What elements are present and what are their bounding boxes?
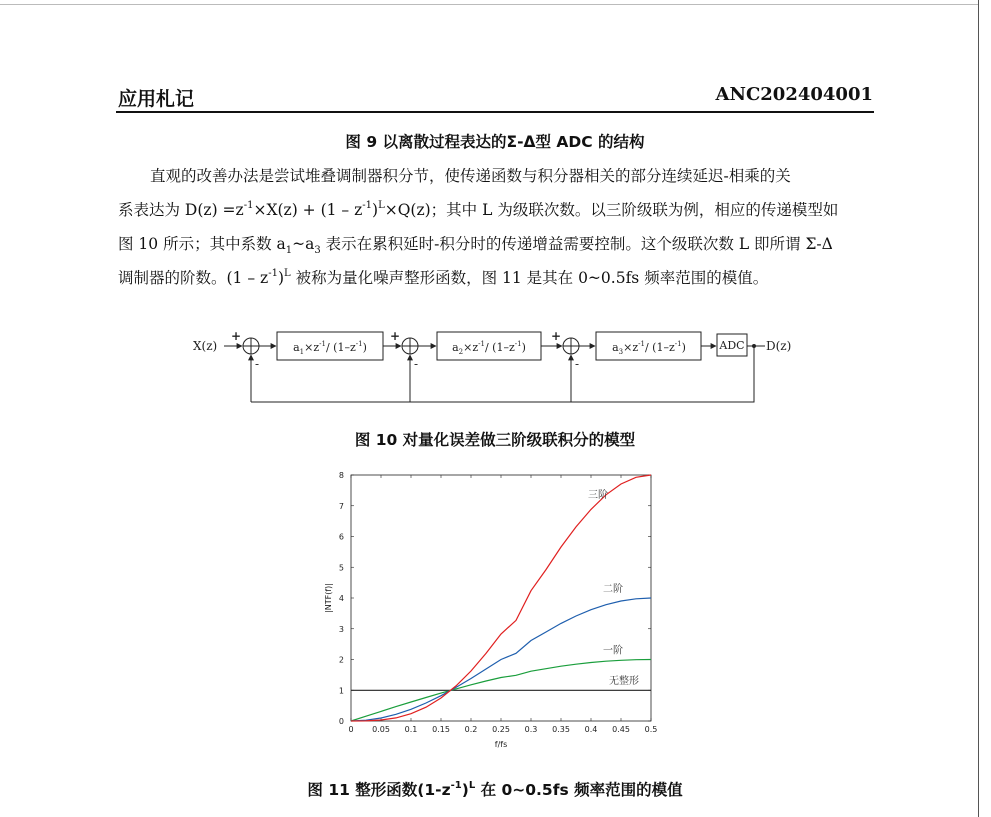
series-annotation: 一阶 — [603, 645, 623, 657]
summer-2-minus: - — [414, 357, 419, 371]
x-tick-label: 0.35 — [552, 725, 570, 734]
summer-2-plus: + — [390, 329, 401, 343]
paragraph-line-4: 调制器的阶数。$(1 - z^{-1})^L$ 被称为量化噪声整形函数，图 11 是其在 0~0.5fs 频率范围的模值。 — [118, 268, 769, 287]
y-tick-label: 7 — [338, 501, 344, 511]
paragraph-line-3: 图 10 所示；其中系数 $a_1\sim a_3$ 表示在累积延时-积分时的传递增益需要控制。这个级联次数 L 即所谓 Σ-Δ — [118, 235, 833, 256]
y-tick-label: 6 — [338, 532, 344, 542]
y-tick-label: 4 — [338, 594, 344, 603]
adc-label: ADC — [719, 339, 745, 352]
input-label: X(z) — [193, 339, 218, 353]
fig9-caption: 图 9 以离散过程表达的Σ-Δ型 ADC 的结构 — [345, 133, 645, 151]
output-label: D(z) — [766, 339, 792, 353]
x-tick-label: 0.5 — [644, 725, 658, 734]
header-doc-id: ANC202404001 — [715, 84, 873, 105]
x-tick-label: 0.2 — [464, 725, 478, 734]
y-axis-label: |NTF(f)| — [324, 583, 333, 613]
fig11-caption: 图 11 整形函数$(1-z^{-1})^L$ 在 0~0.5fs 频率范围的模值 — [307, 780, 683, 799]
y-tick-label: 3 — [338, 624, 344, 634]
x-axis-label: f/fs — [494, 740, 508, 749]
header-title: 应用札记 — [118, 88, 195, 110]
x-tick-label: 0.1 — [404, 725, 418, 734]
series-annotation: 三阶 — [588, 490, 608, 502]
y-tick-label: 8 — [338, 471, 344, 480]
series-annotation: 无整形 — [609, 676, 639, 688]
integrator-3-expr: $a_3\times z^{-1}/$ $(1-z^{-1})$ — [612, 340, 686, 356]
fig10-block-diagram — [180, 326, 820, 408]
x-tick-label: 0.25 — [492, 725, 510, 734]
ntf-chart — [310, 466, 670, 756]
summer-3-plus: + — [551, 329, 562, 343]
paragraph-line-2: 系表达为 $D(z) =z^{-1}\times X(z) + (1 - z^{-1})^L\times Q(z)$；其中 L 为级联次数。以三阶级联为例，相应的传递模型如 — [118, 200, 839, 219]
x-tick-label: 0.05 — [372, 725, 390, 734]
x-tick-label: 0 — [348, 725, 354, 734]
plot-frame — [351, 475, 651, 721]
page-right-edge — [978, 0, 979, 817]
paragraph-line-1: 直观的改善办法是尝试堆叠调制器积分节，使传递函数与积分器相关的部分连续延迟-相乘的关 — [150, 167, 791, 185]
y-tick-label: 0 — [338, 717, 344, 726]
summer-3-minus: - — [575, 357, 580, 371]
fig10-caption: 图 10 对量化误差做三阶级联积分的模型 — [354, 431, 636, 449]
y-tick-label: 5 — [338, 563, 344, 573]
x-tick-label: 0.45 — [612, 725, 630, 734]
summer-1-minus: - — [255, 357, 260, 371]
body-paragraph — [118, 159, 876, 295]
y-tick-label: 1 — [338, 686, 344, 696]
series-annotation: 二阶 — [603, 583, 623, 595]
summer-1-plus: + — [231, 329, 242, 343]
x-tick-label: 0.15 — [432, 725, 450, 734]
integrator-2-expr: $a_2\times z^{-1}/$ $(1-z^{-1})$ — [452, 340, 526, 356]
page-top-edge — [0, 4, 978, 5]
x-tick-label: 0.3 — [524, 725, 538, 734]
integrator-1-expr: $a_1\times z^{-1}/$ $(1-z^{-1})$ — [293, 340, 367, 356]
header-rule — [116, 111, 874, 113]
x-tick-label: 0.4 — [584, 725, 598, 734]
y-tick-label: 2 — [338, 655, 344, 665]
